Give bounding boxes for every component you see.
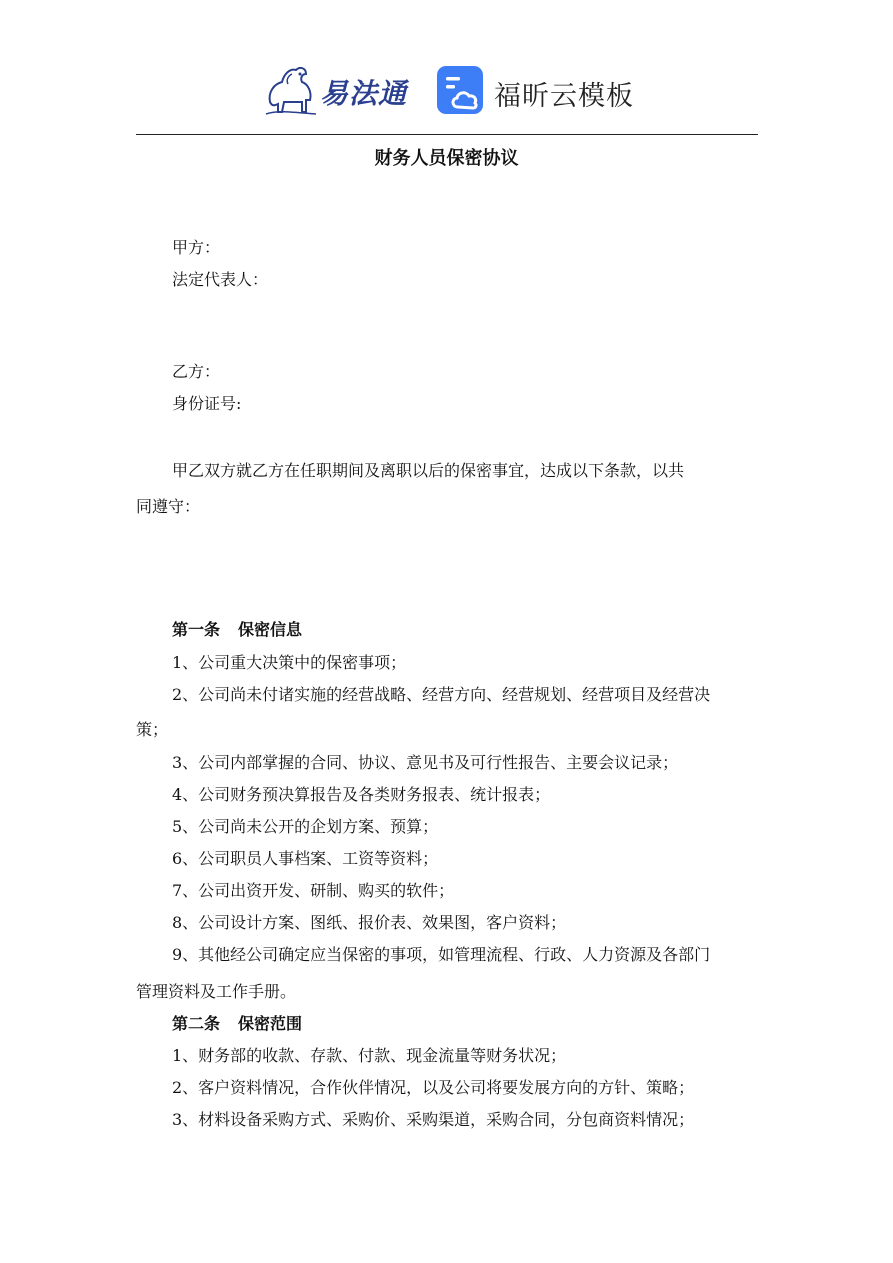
article-number: 第二条 bbox=[172, 1014, 221, 1033]
article-title: 保密范围 bbox=[238, 1014, 303, 1033]
article-heading bbox=[136, 1014, 794, 1034]
intro-text: 甲乙双方就乙方在任职期间及离职以后的保密事宜，达成以下条款，以共 bbox=[172, 461, 685, 480]
document-title: 财务人员保密协议 bbox=[374, 148, 519, 169]
list-item: 6、公司职员人事档案、工资等资料； bbox=[172, 849, 439, 868]
article-heading bbox=[136, 620, 794, 640]
logo1-text: 易法通 bbox=[320, 77, 408, 110]
party-a-label: 甲方： bbox=[172, 238, 221, 257]
intro-text: 同遵守： bbox=[136, 497, 201, 516]
page-header bbox=[0, 62, 893, 122]
list-item: 9、其他经公司确定应当保密的事项，如管理流程、行政、人力资源及各部门 bbox=[172, 945, 711, 964]
list-item: 管理资料及工作手册。 bbox=[136, 982, 297, 1001]
header-divider bbox=[136, 134, 758, 135]
list-item: 3、公司内部掌握的合同、协议、意见书及可行性报告、主要会议记录； bbox=[172, 753, 679, 772]
logo2-text: 福昕云模板 bbox=[494, 81, 634, 112]
list-item: 7、公司出资开发、研制、购买的软件； bbox=[172, 881, 455, 900]
legal-rep-label: 法定代表人： bbox=[172, 270, 269, 289]
list-item: 策； bbox=[136, 720, 169, 739]
id-number-label: 身份证号: bbox=[172, 394, 242, 413]
yifatong-logo bbox=[262, 62, 412, 120]
list-item: 1、公司重大决策中的保密事项； bbox=[172, 653, 407, 672]
list-item: 5、公司尚未公开的企划方案、预算； bbox=[172, 817, 439, 836]
party-b-label: 乙方： bbox=[172, 362, 221, 381]
list-item: 8、公司设计方案、图纸、报价表、效果图，客户资料； bbox=[172, 913, 567, 932]
list-item: 2、客户资料情况，合作伙伴情况，以及公司将要发展方向的方针、策略； bbox=[172, 1078, 695, 1097]
article-number: 第一条 bbox=[172, 620, 221, 639]
article-title: 保密信息 bbox=[238, 620, 303, 639]
fuxin-cloud-template-logo bbox=[436, 65, 646, 121]
document-cloud-icon bbox=[436, 65, 486, 117]
list-item: 4、公司财务预决算报告及各类财务报表、统计报表； bbox=[172, 785, 551, 804]
list-item: 3、材料设备采购方式、采购价、采购渠道，采购合同，分包商资料情况； bbox=[172, 1110, 695, 1129]
list-item: 2、公司尚未付诸实施的经营战略、经营方向、经营规划、经营项目及经营决 bbox=[172, 685, 711, 704]
list-item: 1、财务部的收款、存款、付款、现金流量等财务状况； bbox=[172, 1046, 567, 1065]
horse-emblem-icon bbox=[262, 62, 322, 120]
